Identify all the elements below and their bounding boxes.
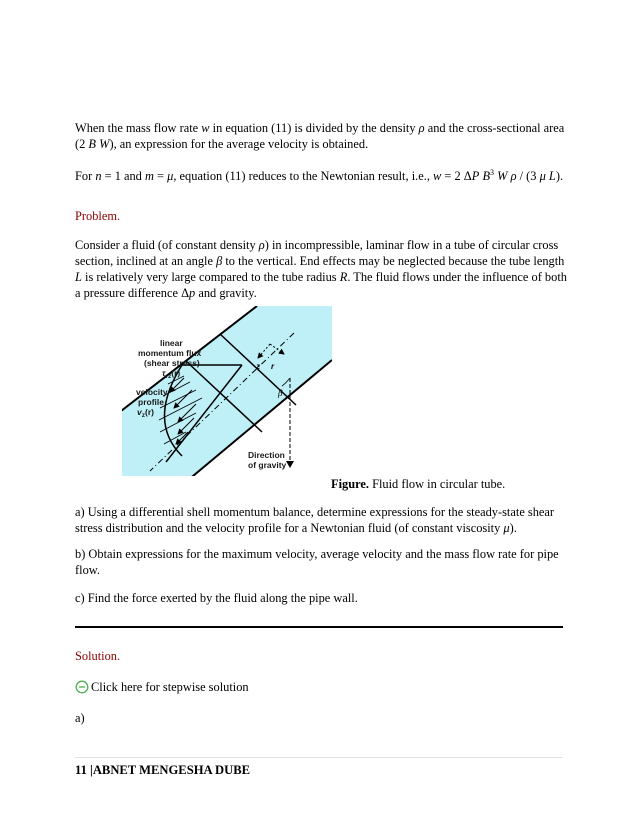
beta-label: β	[278, 388, 283, 398]
label-shear-stress: (shear stress)	[144, 358, 200, 368]
z-label: z	[256, 362, 260, 371]
r-label: r	[271, 362, 275, 371]
label-profile: profile	[138, 397, 164, 407]
stepwise-solution-toggle[interactable]	[75, 679, 249, 695]
label-direction: Direction	[248, 450, 285, 460]
intro-paragraph: When the mass flow rate w in equation (11) is divided by the density ρ and the cross-sectional area (2 B W), an expression for the average velocity is obtained.	[75, 121, 565, 151]
part-a-label: a)	[75, 711, 85, 725]
stepwise-solution-label: Click here for stepwise solution	[91, 680, 249, 694]
question-a: a) Using a differential shell momentum balance, determine expressions for the steady-state shear stress distribution and the velocity profile for a Newtonian fluid (of constant viscosity μ).	[75, 505, 555, 535]
label-tau: $\tau_{rz}(r)$	[162, 368, 181, 380]
solution-heading: Solution.	[75, 649, 121, 663]
section-divider	[75, 626, 563, 628]
gravity-arrowhead	[286, 461, 294, 468]
question-b: b) Obtain expressions for the maximum velocity, average velocity and the mass flow rate for pipe flow.	[75, 547, 559, 577]
figure-caption: Figure. Fluid flow in circular tube.	[331, 477, 506, 491]
label-linear: linear	[160, 338, 183, 348]
label-velocity: velocity	[136, 387, 168, 397]
question-c: c) Find the force exerted by the fluid along the pipe wall.	[75, 591, 358, 605]
label-of-gravity: of gravity	[248, 460, 287, 470]
problem-statement: Consider a fluid (of constant density ρ) in incompressible, laminar flow in a tube of circular cross section, inclined at an angle β to the vertical. End effects may be neglected because the tube length L is relatively very large compared to the tube radius R. The fluid flows under the influence of both a pressure difference Δp and gravity.	[75, 238, 567, 300]
label-momentum-flux: momentum flux	[138, 348, 202, 358]
tube-flow-figure	[122, 306, 332, 476]
collapse-icon	[75, 680, 89, 694]
newtonian-result-paragraph: For n = 1 and m = μ, equation (11) reduces to the Newtonian result, i.e., w = 2 ΔP $B^3$ W ρ / (3 μ L).	[75, 168, 564, 183]
problem-heading: Problem.	[75, 209, 121, 223]
page-footer: 11 |ABNET MENGESHA DUBE	[75, 763, 251, 777]
footer-divider	[75, 757, 563, 758]
label-v: $v_z(r)$	[137, 407, 154, 419]
